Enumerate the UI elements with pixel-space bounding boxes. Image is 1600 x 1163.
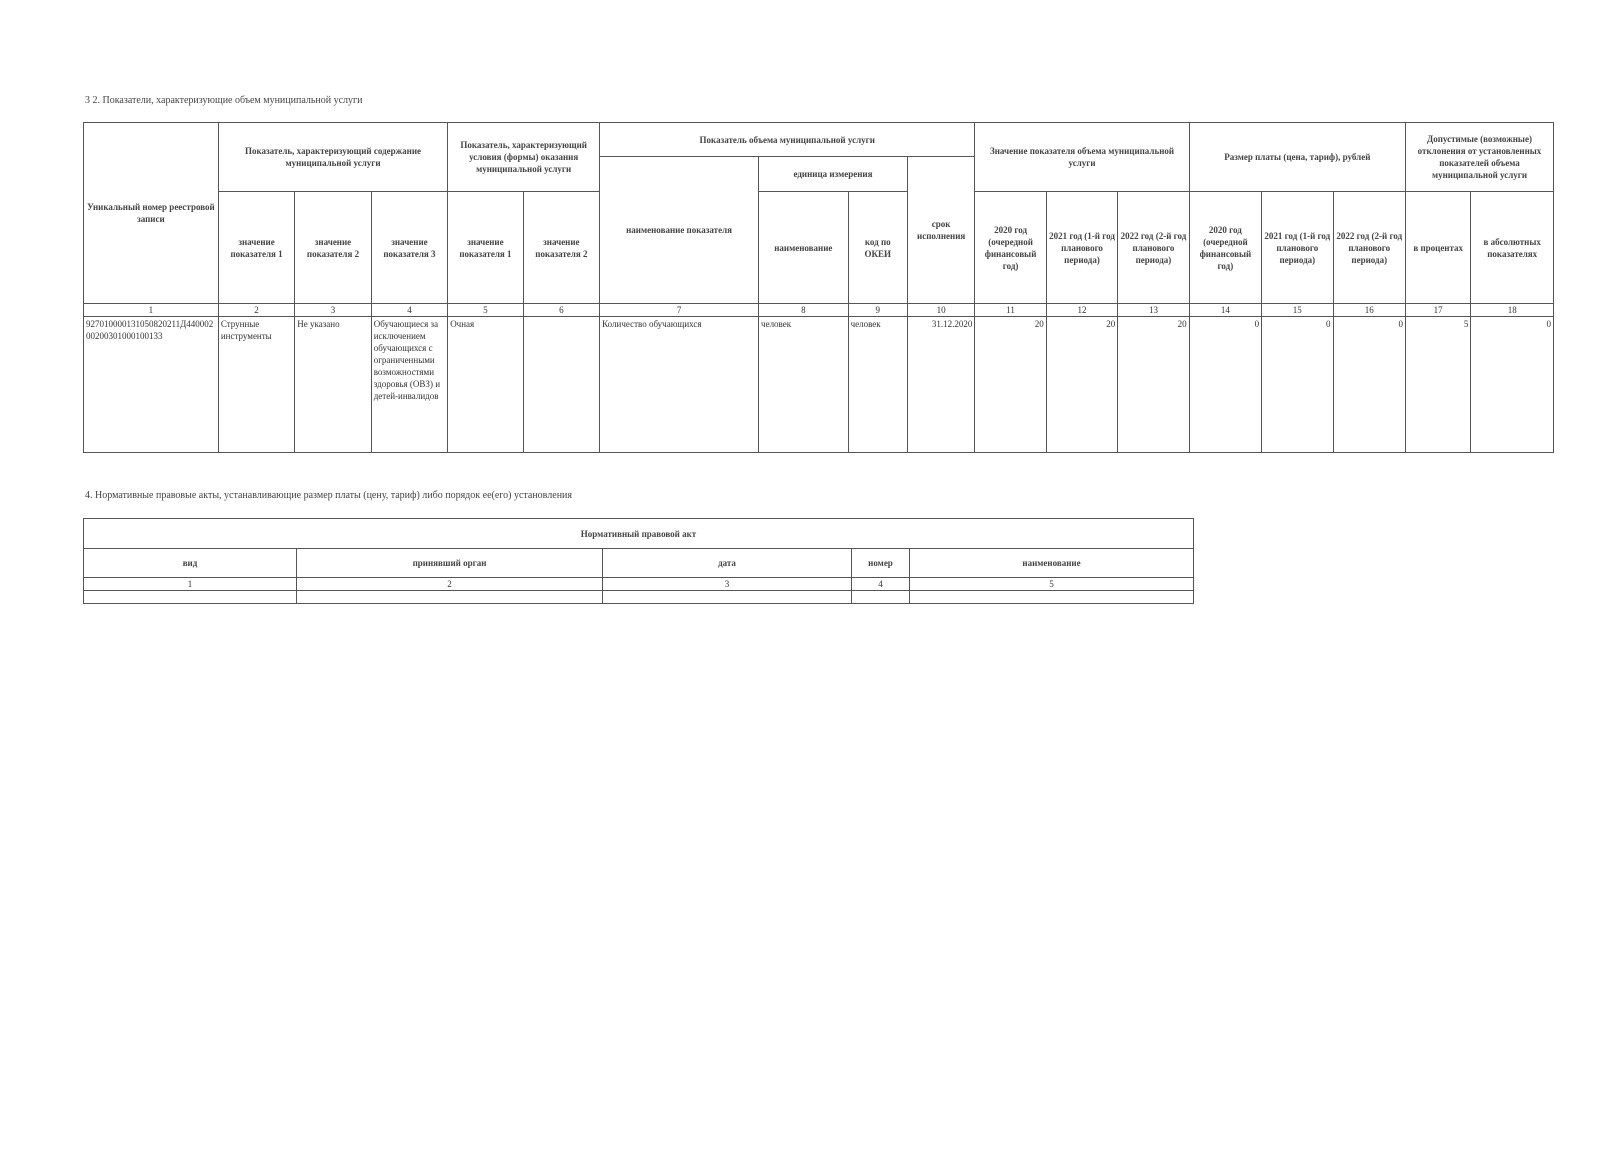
column-header-type: вид <box>84 549 297 578</box>
cell-dev-percent: 5 <box>1405 317 1470 453</box>
section-3-2-title: 3 2. Показатели, характеризующие объем муниципальной услуги <box>85 95 363 106</box>
section-4-title: 4. Нормативные правовые акты, устанавливающие размер платы (цену, тариф) либо порядок ее(его) установления <box>85 490 573 501</box>
volume-indicators-table <box>83 122 1554 453</box>
column-numbers-row <box>84 304 1554 317</box>
column-number: 1 <box>84 578 297 591</box>
cell-unit-code: человек <box>848 317 907 453</box>
header-unit-code: код по ОКЕИ <box>848 192 907 304</box>
empty-cell <box>910 591 1194 604</box>
column-number: 6 <box>523 304 599 317</box>
column-number: 4 <box>852 578 910 591</box>
column-number: 5 <box>910 578 1194 591</box>
cell-content-3: Обучающиеся за исключением обучающихся с ограниченными возможностями здоровья (ОВЗ) и детей-инвалидов <box>371 317 447 453</box>
column-number: 18 <box>1471 304 1554 317</box>
cell-vol-2021: 20 <box>1046 317 1117 453</box>
column-header-authority: принявший орган <box>297 549 603 578</box>
cell-unit-name: человек <box>759 317 849 453</box>
column-header-date: дата <box>603 549 852 578</box>
header-condition-indicator: Показатель, характеризующий условия (формы) оказания муниципальной услуги <box>448 123 600 192</box>
header-condition-2: значение показателя 2 <box>523 192 599 304</box>
empty-cell <box>852 591 910 604</box>
header-unit: единица измерения <box>759 157 908 192</box>
empty-cell <box>297 591 603 604</box>
cell-vol-2022: 20 <box>1118 317 1189 453</box>
header-dev-absolute: в абсолютных показателях <box>1471 192 1554 304</box>
header-fee-size: Размер платы (цена, тариф), рублей <box>1189 123 1405 192</box>
header-content-indicator: Показатель, характеризующий содержание муниципальной услуги <box>218 123 447 192</box>
header-vol-2022: 2022 год (2-й год планового периода) <box>1118 192 1189 304</box>
column-number: 2 <box>218 304 294 317</box>
column-number: 11 <box>975 304 1046 317</box>
column-number: 9 <box>848 304 907 317</box>
column-number: 15 <box>1262 304 1333 317</box>
header-content-1: значение показателя 1 <box>218 192 294 304</box>
cell-content-1: Струнные инструменты <box>218 317 294 453</box>
empty-cell <box>603 591 852 604</box>
legal-acts-table <box>83 518 1194 604</box>
header-unique-number: Уникальный номер реестровой записи <box>84 123 219 304</box>
cell-condition-1: Очная <box>448 317 523 453</box>
header-content-3: значение показателя 3 <box>371 192 447 304</box>
header-deviations: Допустимые (возможные) отклонения от установленных показателей объема муниципальной услуги <box>1405 123 1553 192</box>
header-fee-2021: 2021 год (1-й год планового периода) <box>1262 192 1333 304</box>
cell-fee-2022: 0 <box>1333 317 1405 453</box>
header-fee-2022: 2022 год (2-й год планового периода) <box>1333 192 1405 304</box>
column-number: 3 <box>295 304 371 317</box>
cell-fee-2020: 0 <box>1189 317 1261 453</box>
cell-indicator-name: Количество обучающихся <box>600 317 759 453</box>
column-number: 13 <box>1118 304 1189 317</box>
column-number: 12 <box>1046 304 1117 317</box>
header-dev-percent: в процентах <box>1405 192 1470 304</box>
column-number: 5 <box>448 304 523 317</box>
column-number: 14 <box>1189 304 1261 317</box>
cell-vol-2020: 20 <box>975 317 1046 453</box>
cell-fee-2021: 0 <box>1262 317 1333 453</box>
cell-content-2: Не указано <box>295 317 371 453</box>
column-number: 10 <box>907 304 974 317</box>
header-vol-2021: 2021 год (1-й год планового периода) <box>1046 192 1117 304</box>
column-header-number: номер <box>852 549 910 578</box>
header-condition-1: значение показателя 1 <box>448 192 523 304</box>
column-number: 2 <box>297 578 603 591</box>
header-volume-indicator: Показатель объема муниципальной услуги <box>600 123 975 157</box>
legal-act-header: Нормативный правовой акт <box>84 519 1194 549</box>
cell-condition-2 <box>523 317 599 453</box>
column-number: 16 <box>1333 304 1405 317</box>
column-numbers-row <box>84 578 1194 591</box>
header-unit-name: наименование <box>759 192 849 304</box>
column-number: 4 <box>371 304 447 317</box>
empty-cell <box>84 591 297 604</box>
header-deadline: срок исполнения <box>907 157 974 304</box>
header-volume-value: Значение показателя объема муниципальной услуги <box>975 123 1189 192</box>
header-fee-2020: 2020 год (очередной финансовый год) <box>1189 192 1261 304</box>
column-number: 8 <box>759 304 849 317</box>
column-header-name: наименование <box>910 549 1194 578</box>
cell-dev-absolute: 0 <box>1471 317 1554 453</box>
column-number: 17 <box>1405 304 1470 317</box>
column-number: 7 <box>600 304 759 317</box>
column-number: 1 <box>84 304 219 317</box>
header-vol-2020: 2020 год (очередной финансовый год) <box>975 192 1046 304</box>
header-indicator-name: наименование показателя <box>600 157 759 304</box>
header-content-2: значение показателя 2 <box>295 192 371 304</box>
cell-unique-number: 927010000131050820211Д44000200200301000100133 <box>84 317 219 453</box>
cell-deadline: 31.12.2020 <box>907 317 974 453</box>
table-row <box>84 591 1194 604</box>
column-number: 3 <box>603 578 852 591</box>
table-row <box>84 317 1554 453</box>
